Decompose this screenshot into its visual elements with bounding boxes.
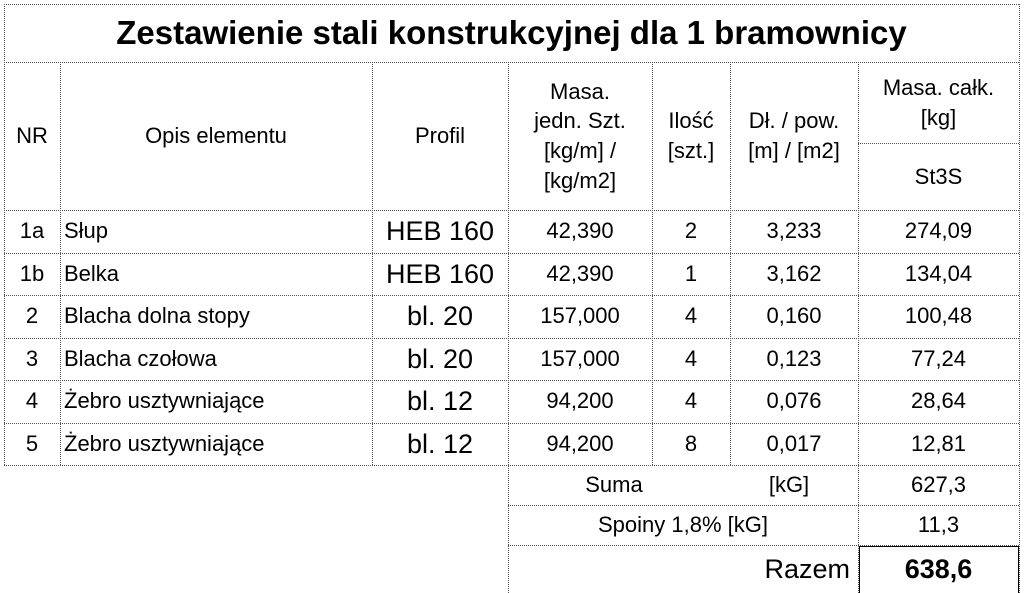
grid-line [60, 62, 61, 465]
header-masa-line-1: Masa. [550, 78, 610, 104]
row-ilosc: 1 [684, 260, 698, 286]
row-nr: 1b [19, 260, 45, 286]
row-opis: Słup [64, 218, 109, 244]
spoiny-value: 11,3 [917, 512, 960, 538]
razem-value: 638,6 [904, 553, 973, 584]
header-ilosc-line-2: [szt.] [667, 138, 715, 163]
header-masa [508, 62, 652, 210]
grid-line [4, 338, 1019, 339]
header-opis: Opis elementu [145, 123, 287, 149]
grid-line [4, 4, 1019, 5]
grid-line [4, 253, 1019, 254]
row-profil: bl. 20 [406, 343, 474, 374]
grid-line [859, 546, 860, 593]
row-nr: 3 [25, 345, 39, 371]
row-opis: Żebro usztywniające [64, 430, 265, 456]
row-masa: 94,200 [546, 388, 614, 414]
header-profil: Profil [414, 123, 466, 149]
header-masa-line-4: [kg/m2] [543, 167, 617, 193]
grid-line [508, 505, 1019, 506]
grid-line [4, 380, 1019, 381]
spoiny-label: Spoiny 1,8% [kG] [598, 512, 768, 538]
row-dl: 0,076 [766, 388, 822, 414]
grid-line [4, 62, 1019, 63]
row-nr: 1a [19, 218, 45, 244]
row-masa-calk: 134,04 [904, 260, 973, 286]
grid-line [1019, 4, 1020, 593]
header-ilosc [652, 62, 730, 210]
header-dl-line-2: [m] / [m2] [748, 138, 840, 163]
header-dl-line-1: Dł. / pow. [748, 108, 840, 134]
grid-line [859, 546, 1019, 547]
row-dl: 0,017 [766, 430, 822, 456]
grid-line [4, 4, 5, 465]
row-opis: Żebro usztywniające [64, 388, 265, 414]
grid-line [4, 423, 1019, 424]
row-masa: 157,000 [540, 345, 620, 371]
row-opis: Blacha czołowa [64, 345, 217, 371]
row-opis: Belka [64, 260, 120, 286]
row-dl: 0,123 [766, 345, 822, 371]
row-masa-calk: 12,81 [910, 430, 967, 456]
grid-line [508, 62, 509, 465]
row-ilosc: 8 [684, 430, 698, 456]
row-profil: bl. 12 [406, 386, 474, 417]
grid-line [372, 62, 373, 465]
row-nr: 5 [25, 430, 39, 456]
table-title: Zestawienie stali konstrukcyjnej dla 1 bramownicy [116, 13, 907, 51]
header-ilosc-line-1: Ilość [668, 108, 714, 134]
razem-label: Razem [764, 553, 850, 584]
row-ilosc: 4 [684, 345, 698, 371]
suma-unit: [kG] [768, 472, 810, 498]
row-profil: bl. 12 [406, 428, 474, 459]
grid-line [730, 62, 731, 465]
header-dl [730, 62, 858, 210]
row-dl: 3,233 [766, 218, 822, 244]
grid-line [4, 210, 1019, 211]
row-nr: 2 [25, 303, 39, 329]
grid-line [858, 62, 859, 465]
row-masa: 94,200 [546, 430, 614, 456]
grid-line [858, 143, 1019, 144]
row-nr: 4 [25, 388, 39, 414]
row-profil: HEB 160 [385, 258, 495, 289]
suma-label: Suma [585, 472, 643, 498]
grid-line [652, 62, 653, 465]
row-ilosc: 4 [684, 303, 698, 329]
header-steel-grade: St3S [914, 163, 963, 189]
row-masa: 157,000 [540, 303, 620, 329]
row-dl: 3,162 [766, 260, 822, 286]
row-profil: HEB 160 [385, 216, 495, 247]
row-ilosc: 2 [684, 218, 698, 244]
grid-line [4, 295, 1019, 296]
header-masa-calk-line-2: [kg] [920, 104, 957, 130]
header-masa-line-3: [kg/m] / [543, 138, 617, 163]
row-masa: 42,390 [546, 218, 614, 244]
row-masa-calk: 77,24 [910, 345, 967, 371]
header-masa-calk [858, 62, 1019, 143]
grid-line [508, 465, 509, 593]
header-masa-calk-line-1: Masa. całk. [882, 74, 995, 100]
row-profil: bl. 20 [406, 301, 474, 332]
suma-value: 627,3 [910, 472, 967, 498]
row-ilosc: 4 [684, 388, 698, 414]
header-masa-line-2: jedn. Szt. [534, 108, 626, 134]
row-masa: 42,390 [546, 260, 614, 286]
row-opis: Blacha dolna stopy [64, 303, 250, 329]
row-dl: 0,160 [766, 303, 822, 329]
row-masa-calk: 274,09 [904, 218, 973, 244]
row-masa-calk: 100,48 [904, 303, 973, 329]
grid-line [4, 465, 1019, 466]
header-nr: NR [16, 123, 48, 149]
grid-line [1018, 546, 1019, 593]
row-masa-calk: 28,64 [910, 388, 967, 414]
